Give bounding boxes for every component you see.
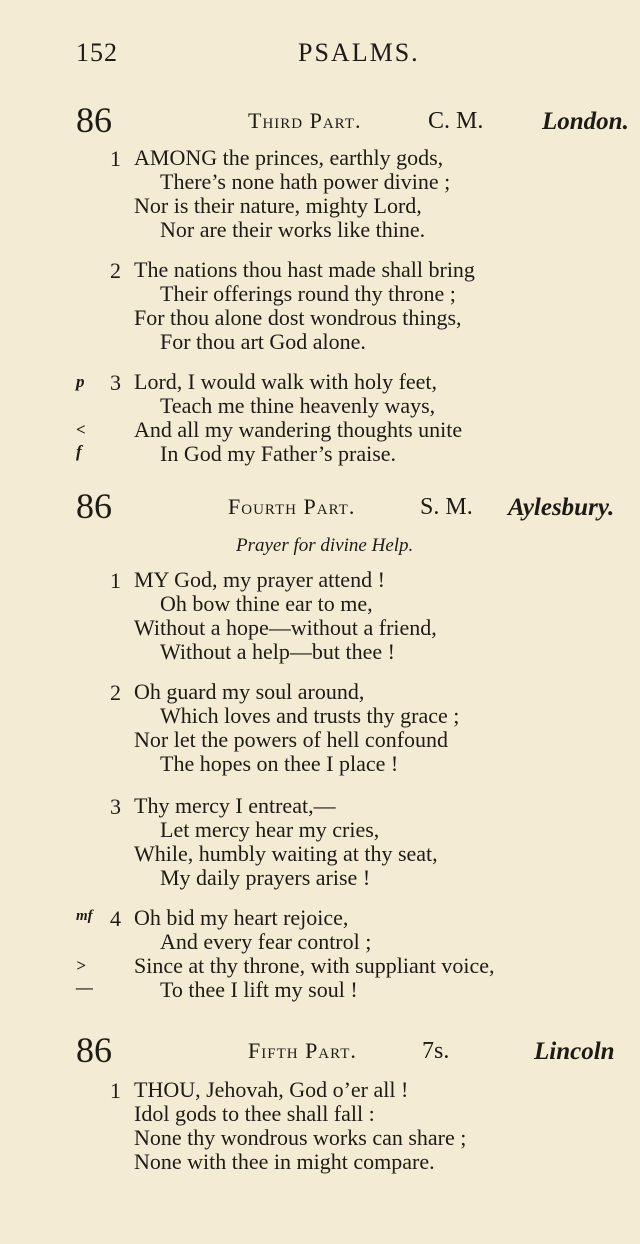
part-title: Fourth Part. [228, 494, 356, 519]
verse-line: While, humbly waiting at thy seat, [134, 841, 438, 866]
running-head: PSALMS. [298, 38, 420, 67]
meter: S. M. [420, 494, 473, 520]
dynamic-mark: mf [76, 908, 93, 924]
verse-line: Teach me thine heavenly ways, [160, 393, 436, 418]
verse-number: 1 [110, 146, 121, 171]
verse-line: The hopes on thee I place ! [160, 751, 399, 776]
verse-line: Without a help—but thee ! [160, 639, 395, 664]
verse-line: Their offerings round thy throne ; [160, 281, 456, 306]
hymn-subtitle: Prayer for divine Help. [236, 535, 414, 556]
verse-number: 3 [110, 794, 121, 819]
meter: 7s. [422, 1038, 450, 1064]
meter: C. M. [428, 108, 484, 134]
hymn-number: 86 [76, 486, 112, 526]
verse-line: None thy wondrous works can share ; [134, 1125, 467, 1150]
part-title: Fifth Part. [248, 1038, 357, 1063]
verse-line: Since at thy throne, with suppliant voice, [134, 953, 495, 978]
dynamic-mark: p [76, 372, 85, 391]
verse-line: In God my Father’s praise. [160, 441, 397, 466]
verse-line: My daily prayers arise ! [160, 865, 371, 890]
verse-line: MY God, my prayer attend ! [134, 567, 385, 592]
verse-number: 2 [110, 680, 121, 705]
verse-number: 3 [110, 370, 121, 395]
verse-line: Nor let the powers of hell confound [134, 727, 449, 752]
verse-number: 1 [110, 568, 121, 593]
dynamic-mark: > [76, 956, 86, 975]
verse-line: Let mercy hear my cries, [160, 817, 380, 842]
verse-line: None with thee in might compare. [134, 1149, 435, 1174]
verse-line: Oh guard my soul around, [134, 679, 365, 704]
verse-line: Nor is their nature, mighty Lord, [134, 193, 422, 218]
verse-line: Without a hope—without a friend, [134, 615, 437, 640]
hymn-header [0, 100, 640, 140]
verse-line: Oh bow thine ear to me, [160, 591, 373, 616]
verse-line: For thou art God alone. [160, 329, 366, 354]
hymn-number: 86 [76, 100, 112, 140]
verse-line: THOU, Jehovah, God o’er all ! [134, 1077, 409, 1102]
verse-line: Nor are their works like thine. [160, 217, 426, 242]
verse-line: And every fear control ; [160, 929, 372, 954]
verse-number: 4 [110, 906, 121, 931]
verse-line: There’s none hath power divine ; [160, 169, 451, 194]
dynamic-mark: f [76, 442, 82, 461]
dynamic-mark: — [76, 978, 93, 997]
verse-line: Oh bid my heart rejoice, [134, 905, 349, 930]
hymn-header [0, 486, 640, 526]
page-number: 152 [76, 38, 118, 67]
part-title: Third Part. [248, 108, 362, 133]
verse-line: And all my wandering thoughts unite [134, 417, 463, 442]
tune-name: Lincoln [534, 1038, 615, 1065]
verse-line: Idol gods to thee shall fall : [134, 1101, 375, 1126]
verse-number: 1 [110, 1078, 121, 1103]
tune-name: London. [542, 108, 629, 135]
verse-line: Lord, I would walk with holy feet, [134, 369, 438, 394]
dynamic-mark: < [76, 420, 86, 439]
verse-line: To thee I lift my soul ! [160, 977, 358, 1002]
hymn-number: 86 [76, 1030, 112, 1070]
verse-line: The nations thou hast made shall bring [134, 257, 475, 282]
verse-number: 2 [110, 258, 121, 283]
verse-line: Which loves and trusts thy grace ; [160, 703, 460, 728]
verse-line: Thy mercy I entreat,— [134, 793, 336, 818]
verse-line: AMONG the princes, earthly gods, [134, 145, 444, 170]
tune-name: Aylesbury. [508, 494, 615, 521]
hymn-header [0, 1030, 640, 1070]
verse-line: For thou alone dost wondrous things, [134, 305, 462, 330]
